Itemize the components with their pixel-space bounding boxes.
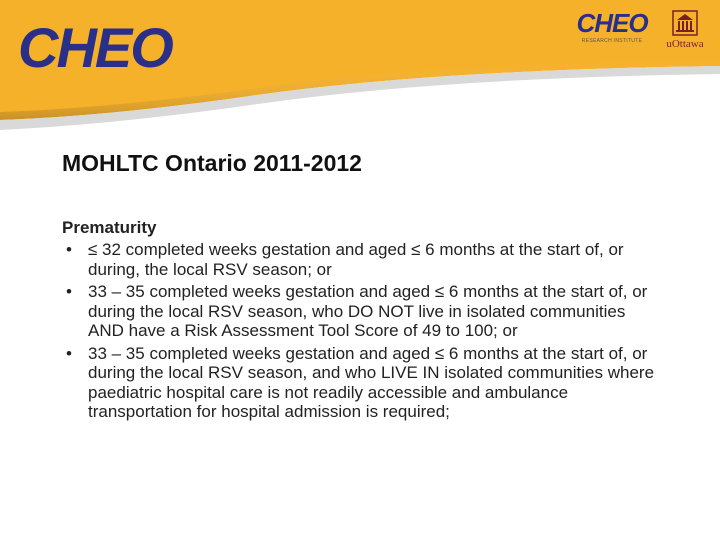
bullet-icon: • xyxy=(66,240,72,259)
bullet-text: 33 – 35 completed weeks gestation and aged ≤ 6 months at the start of, or during the local RSV season, who DO NOT live in isolated communities AND have a Risk Assessment Tool Score of 49 to 100; or xyxy=(88,282,648,340)
bullet-list xyxy=(62,240,662,422)
cheo-research-institute-logo xyxy=(576,10,648,44)
slide-title: MOHLTC Ontario 2011-2012 xyxy=(62,150,362,176)
university-building-icon xyxy=(672,10,698,36)
uottawa-logo xyxy=(658,10,712,50)
cheo-research-logo-subtext: RESEARCH INSTITUTE xyxy=(581,38,643,44)
bullet-icon: • xyxy=(66,343,72,363)
slide-content xyxy=(62,218,662,425)
bullet-text: ≤ 32 completed weeks gestation and aged ≤ 6 months at the start of, or during, the local RSV season; or xyxy=(88,240,624,279)
section-heading: Prematurity xyxy=(62,218,157,237)
cheo-logo: CHEO xyxy=(18,16,172,79)
bullet-item xyxy=(62,282,662,341)
cheo-research-logo-mark: CHEO xyxy=(576,8,648,38)
bullet-item xyxy=(62,240,662,279)
uottawa-wordmark: uOttawa xyxy=(666,38,704,50)
bullet-icon: • xyxy=(66,282,72,301)
bullet-text: 33 – 35 completed weeks gestation and aged ≤ 6 months at the start of, or during the local RSV season, and who LIVE IN isolated communities where paediatric hospital care is not readily accessible and ambulance transportation for hospital admission is required; xyxy=(88,343,655,421)
partner-logos xyxy=(574,10,714,60)
bullet-item xyxy=(62,344,662,422)
